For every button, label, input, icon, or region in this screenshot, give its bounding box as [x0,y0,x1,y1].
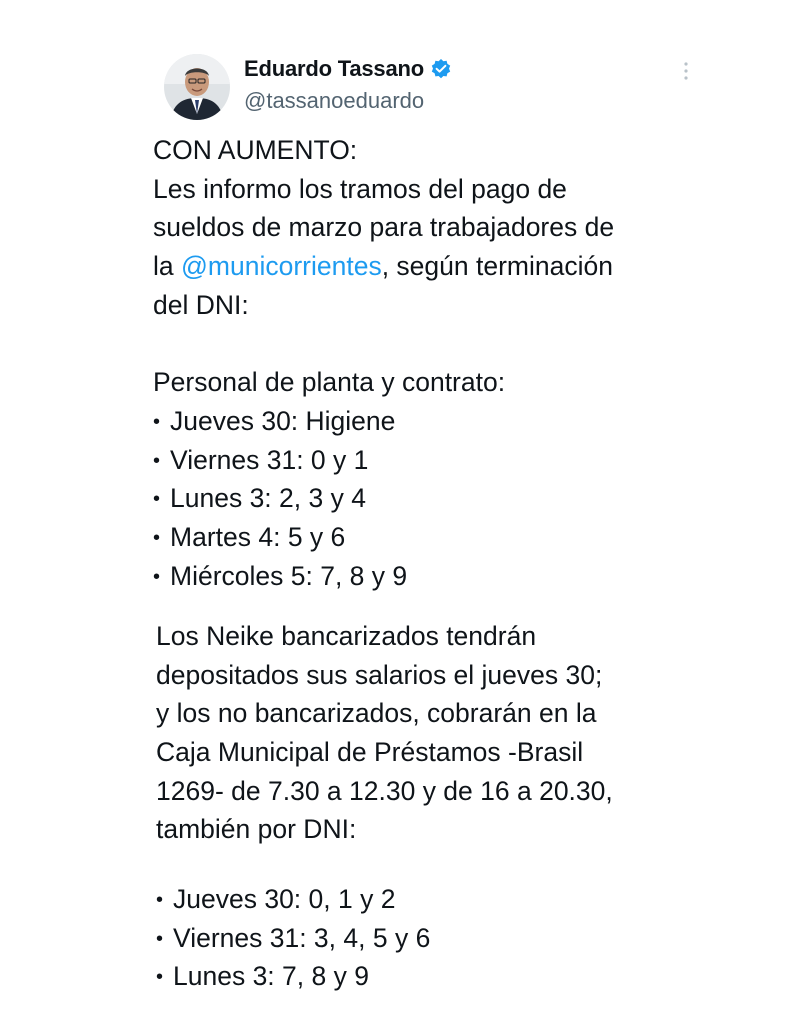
author-name[interactable]: Eduardo Tassano [244,56,424,81]
paragraph-line: también por DNI: [156,814,357,845]
list-item-text: Lunes 3: 2, 3 y 4 [170,483,366,514]
list-item-text: Jueves 30: 0, 1 y 2 [173,884,396,914]
bullet: • [153,565,161,588]
bullet: • [156,927,164,950]
section1-title: Personal de planta y contrato: [153,367,506,398]
list-item-text: Viernes 31: 0 y 1 [170,444,369,475]
author-handle[interactable]: @tassanoeduardo [244,88,425,113]
section-2-list [156,880,756,996]
list-item [153,402,753,441]
intro-line-3-prefix: la [153,251,181,282]
more-vertical-icon[interactable] [676,60,696,82]
list-item-text: Jueves 30: Higiene [170,405,396,436]
list-item [153,557,753,596]
paragraph-line: Los Neike bancarizados tendrán [156,621,537,651]
intro-line-3-suffix: , según terminación [381,251,613,282]
list-item [153,479,753,518]
list-item [153,441,753,480]
tweet-heading: CON AUMENTO: [153,135,358,165]
intro-line-3 [153,247,753,286]
intro-line-1: Les informo los tramos del pago de [153,173,567,204]
mention-link[interactable]: @municorrientes [181,251,382,282]
bullet: • [153,449,161,472]
bullet: • [153,526,161,549]
list-item [156,919,756,958]
list-item-text: Lunes 3: 7, 8 y 9 [173,961,369,992]
bullet: • [156,889,164,911]
bullet: • [156,966,164,989]
verified-badge-icon [430,58,452,80]
paragraph-line: Caja Municipal de Préstamos -Brasil [156,737,584,768]
list-item [156,880,756,919]
paragraph-2 [156,617,756,849]
list-item-text: Martes 4: 5 y 6 [170,521,346,552]
list-item [156,957,756,996]
list-item-text: Viernes 31: 3, 4, 5 y 6 [173,922,431,953]
intro-line-2: sueldos de marzo para trabajadores de [153,212,615,243]
avatar[interactable] [164,54,230,120]
paragraph-line: 1269- de 7.30 a 12.30 y de 16 a 20.30, [156,775,613,806]
paragraph-line: y los no bancarizados, cobrarán en la [156,698,597,729]
bullet: • [153,488,161,511]
tweet-text [153,131,753,595]
paragraph-line: depositados sus salarios el jueves 30; [156,659,603,690]
intro-line-4: del DNI: [153,289,249,320]
profile-photo-icon [164,54,230,120]
list-item [153,518,753,557]
author-name-row [244,56,452,82]
bullet: • [153,410,161,433]
list-item-text: Miércoles 5: 7, 8 y 9 [170,560,408,591]
